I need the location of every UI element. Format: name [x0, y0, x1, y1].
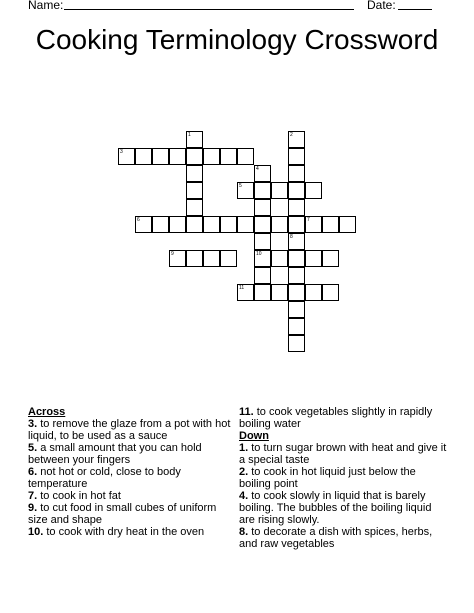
- clue-number: 11.: [239, 406, 254, 418]
- cell-number: 4: [256, 166, 259, 172]
- crossword-cell[interactable]: [237, 148, 254, 165]
- clue-number: 6.: [28, 466, 38, 478]
- crossword-cell[interactable]: [254, 250, 271, 267]
- clue-text: not hot or cold, close to body temperature: [28, 466, 181, 490]
- crossword-cell[interactable]: [271, 250, 288, 267]
- crossword-cell[interactable]: [169, 148, 186, 165]
- right-clue-column: [239, 406, 449, 550]
- crossword-cell[interactable]: [305, 250, 322, 267]
- crossword-cell[interactable]: [220, 148, 237, 165]
- cell-number: 11: [239, 285, 245, 291]
- cell-number: 2: [290, 132, 293, 138]
- crossword-cell[interactable]: [288, 301, 305, 318]
- clue-item: [28, 418, 233, 442]
- name-label: Name:: [28, 0, 64, 12]
- clue-item: [28, 502, 233, 526]
- clue-text: to cook with dry heat in the oven: [43, 526, 205, 538]
- clue-number: 9.: [28, 502, 38, 514]
- clue-item: [28, 442, 233, 466]
- clue-item: [28, 526, 233, 538]
- cell-number: 7: [307, 217, 310, 223]
- crossword-cell[interactable]: [288, 165, 305, 182]
- clue-text: to cook in hot fat: [37, 490, 121, 502]
- crossword-cell[interactable]: [135, 148, 152, 165]
- cell-number: 10: [256, 251, 262, 257]
- clue-text: to decorate a dish with spices, herbs, and raw vegetables: [239, 526, 433, 550]
- crossword-cell[interactable]: [237, 182, 254, 199]
- clue-number: 2.: [239, 466, 249, 478]
- crossword-cell[interactable]: [152, 216, 169, 233]
- cell-number: 9: [171, 251, 174, 257]
- clue-number: 10.: [28, 526, 44, 538]
- crossword-cell[interactable]: [169, 216, 186, 233]
- clue-number: 1.: [239, 442, 249, 454]
- crossword-cell[interactable]: [186, 165, 203, 182]
- crossword-cell[interactable]: [254, 165, 271, 182]
- across-clues: [28, 406, 233, 538]
- crossword-cell[interactable]: [186, 131, 203, 148]
- crossword-cell[interactable]: [339, 216, 356, 233]
- crossword-cell[interactable]: [203, 216, 220, 233]
- crossword-cell[interactable]: [288, 284, 305, 301]
- crossword-cell[interactable]: [322, 216, 339, 233]
- crossword-cell[interactable]: [305, 216, 322, 233]
- clue-item: [28, 466, 233, 490]
- crossword-cell[interactable]: [254, 216, 271, 233]
- crossword-cell[interactable]: [271, 216, 288, 233]
- crossword-cell[interactable]: [254, 182, 271, 199]
- clue-text: to cut food in small cubes of uniform size and shape: [28, 502, 217, 526]
- crossword-cell[interactable]: [254, 267, 271, 284]
- crossword-cell[interactable]: [135, 216, 152, 233]
- clue-item: [239, 442, 449, 466]
- crossword-cell[interactable]: [186, 199, 203, 216]
- crossword-cell[interactable]: [288, 182, 305, 199]
- crossword-cell[interactable]: [203, 148, 220, 165]
- crossword-cell[interactable]: [118, 148, 135, 165]
- clue-number: 8.: [239, 526, 249, 538]
- crossword-cell[interactable]: [288, 335, 305, 352]
- crossword-cell[interactable]: [186, 182, 203, 199]
- clue-text: to cook slowly in liquid that is barely boiling. The bubbles of the boiling liquid are rising slowly.: [239, 490, 432, 526]
- cell-number: 1: [188, 132, 191, 138]
- crossword-cell[interactable]: [186, 216, 203, 233]
- crossword-cell[interactable]: [254, 233, 271, 250]
- cell-number: 5: [239, 183, 242, 189]
- across-heading: Across: [28, 406, 66, 418]
- clue-item: [239, 466, 449, 490]
- down-heading: Down: [239, 430, 269, 442]
- crossword-cell[interactable]: [288, 250, 305, 267]
- clue-item: [239, 490, 449, 526]
- page-title: Cooking Terminology Crossword: [35, 24, 439, 55]
- clue-item: [239, 406, 449, 430]
- crossword-cell[interactable]: [288, 131, 305, 148]
- clue-number: 3.: [28, 418, 38, 430]
- crossword-cell[interactable]: [220, 250, 237, 267]
- crossword-cell[interactable]: [254, 284, 271, 301]
- clue-number: 7.: [28, 490, 38, 502]
- cell-number: 3: [120, 149, 123, 155]
- crossword-cell[interactable]: [186, 148, 203, 165]
- crossword-cell[interactable]: [254, 199, 271, 216]
- crossword-cell[interactable]: [271, 284, 288, 301]
- crossword-cell[interactable]: [271, 182, 288, 199]
- crossword-cell[interactable]: [152, 148, 169, 165]
- crossword-cell[interactable]: [288, 216, 305, 233]
- crossword-cell[interactable]: [186, 250, 203, 267]
- clue-text: a small amount that you can hold between your fingers: [28, 442, 202, 466]
- crossword-cell[interactable]: [288, 233, 305, 250]
- crossword-cell[interactable]: [305, 284, 322, 301]
- crossword-cell[interactable]: [288, 267, 305, 284]
- clue-item: [28, 490, 233, 502]
- crossword-cell[interactable]: [288, 148, 305, 165]
- clue-number: 4.: [239, 490, 249, 502]
- clue-number: 5.: [28, 442, 38, 454]
- clue-text: to cook in hot liquid just below the boiling point: [239, 466, 416, 490]
- crossword-cell[interactable]: [203, 250, 220, 267]
- crossword-cell[interactable]: [305, 182, 322, 199]
- crossword-cell[interactable]: [322, 284, 339, 301]
- crossword-cell[interactable]: [237, 284, 254, 301]
- clue-text: to turn sugar brown with heat and give it a special taste: [239, 442, 447, 466]
- cell-number: 8: [290, 234, 293, 240]
- crossword-cell[interactable]: [288, 199, 305, 216]
- crossword-cell[interactable]: [237, 216, 254, 233]
- clue-text: to remove the glaze from a pot with hot liquid, to be used as a sauce: [28, 418, 231, 442]
- cell-number: 6: [137, 217, 140, 223]
- clue-item: [239, 526, 449, 550]
- crossword-cell[interactable]: [220, 216, 237, 233]
- date-label: Date:: [367, 0, 396, 12]
- crossword-cell[interactable]: [322, 250, 339, 267]
- crossword-cell[interactable]: [169, 250, 186, 267]
- clue-text: to cook vegetables slightly in rapidly boiling water: [239, 406, 433, 430]
- crossword-cell[interactable]: [288, 318, 305, 335]
